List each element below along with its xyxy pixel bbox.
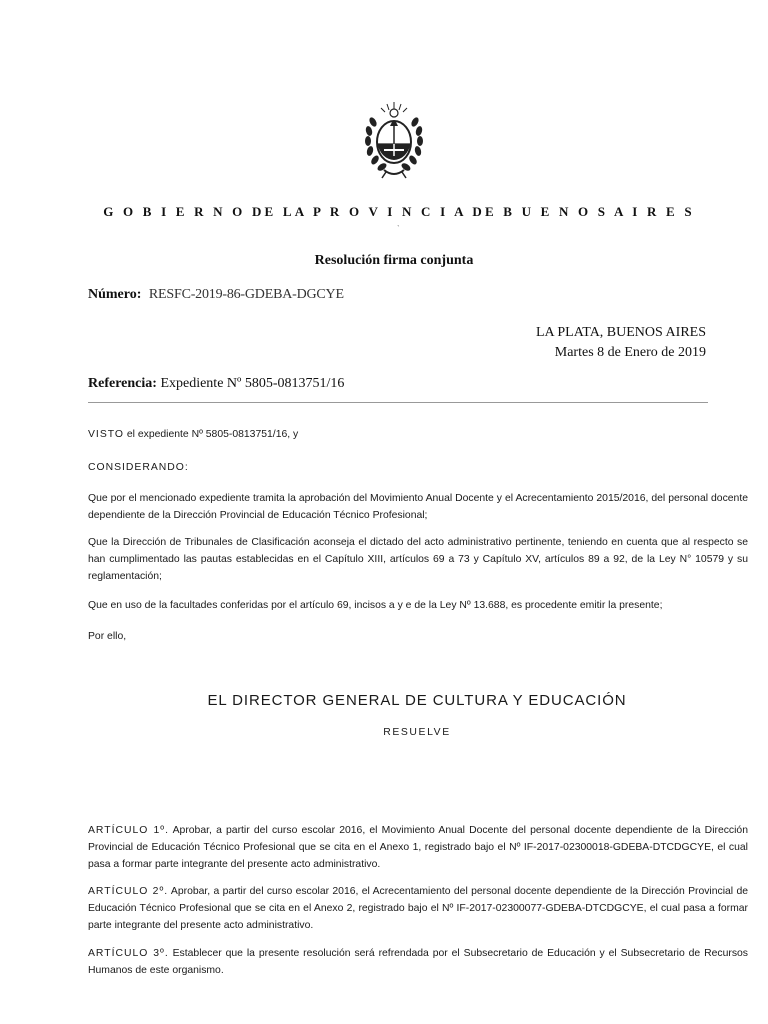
article-3-label: ARTÍCULO 3º. xyxy=(88,948,169,959)
por-ello: Por ello, xyxy=(88,631,127,642)
article-2 xyxy=(88,883,748,934)
resuelve-heading: RESUELVE xyxy=(383,727,451,738)
considerando-paragraph-1: Que por el mencionado expediente tramita la aprobación del Movimiento Anual Docente y el Acrecentamiento 2015/2016, del personal docente dependiente de la Dirección Provincial de Educación Técnico Profesional; xyxy=(88,493,748,521)
numero-value: RESFC-2019-86-GDEBA-DGCYE xyxy=(148,287,344,302)
director-heading: EL DIRECTOR GENERAL DE CULTURA Y EDUCACIÓN xyxy=(207,692,627,709)
referencia-value: Expediente Nº 5805-0813751/16 xyxy=(160,376,345,391)
horizontal-divider xyxy=(88,402,708,403)
article-3-text: Establecer que la presente resolución será refrendada por el Subsecretario de Educación y el Subsecretario de Recursos Humanos de este organismo. xyxy=(88,948,748,976)
considerando-heading: CONSIDERANDO: xyxy=(88,462,189,473)
article-3 xyxy=(88,945,748,979)
resolution-number xyxy=(88,287,344,303)
considerando-paragraph-2: Que la Dirección de Tribunales de Clasificación aconseja el dictado del acto administrativo pertinente, teniendo en cuenta que al respecto se han cumplimentado las pautas establecidas en el Capítulo XIII, artículos 69 a 73 y Capítulo XV, artículos 89 a 92, de la Ley N° 10579 y su reglamentación; xyxy=(88,537,748,582)
resolution-type-title: Resolución firma conjunta xyxy=(314,253,474,268)
provincial-coat-of-arms-icon xyxy=(360,100,428,180)
city: LA PLATA, BUENOS AIRES xyxy=(535,325,706,340)
article-2-text: Aprobar, a partir del curso escolar 2016, el Acrecentamiento del personal docente dependiente de la Dirección Provincial de Educación Técnico Profesional que se cita en el Anexo 2, registrado bajo el Nº IF-2017-02300077-GDEBA-DTCDGCYE, el cual pasa a formar parte integrante del presente acto administrativo. xyxy=(88,886,748,931)
article-1-text: Aprobar, a partir del curso escolar 2016, el Movimiento Anual Docente del personal docente dependiente de la Dirección Provincial de Educación Técnico Profesional que se cita en el Anexo 1, registrado bajo el Nº IF-2017-02300018-GDEBA-DTCDGCYE, el cual pasa a formar parte integrante del presente acto administrativo. xyxy=(88,825,748,870)
article-2-label: ARTÍCULO 2º. xyxy=(88,886,169,897)
government-heading: G O B I E R N O DE LA P R O V I N C I A DE B U E N O S A I R E S xyxy=(103,204,695,219)
visto-paragraph xyxy=(88,426,748,443)
numero-label: Número: xyxy=(88,287,142,302)
visto-label: VISTO xyxy=(88,429,124,440)
visto-text: el expediente Nº 5805-0813751/16, y xyxy=(124,429,299,440)
considerando-paragraph-3: Que en uso de la facultades conferidas por el artículo 69, incisos a y e de la Ley Nº 13.688, es procedente emitir la presente; xyxy=(88,600,663,611)
reference xyxy=(88,376,344,392)
article-1 xyxy=(88,822,748,873)
location-date-block xyxy=(420,323,706,363)
tick-mark: ` xyxy=(397,224,400,233)
article-1-label: ARTÍCULO 1º. xyxy=(88,825,169,836)
date: Martes 8 de Enero de 2019 xyxy=(554,345,706,360)
referencia-label: Referencia: xyxy=(88,376,157,391)
